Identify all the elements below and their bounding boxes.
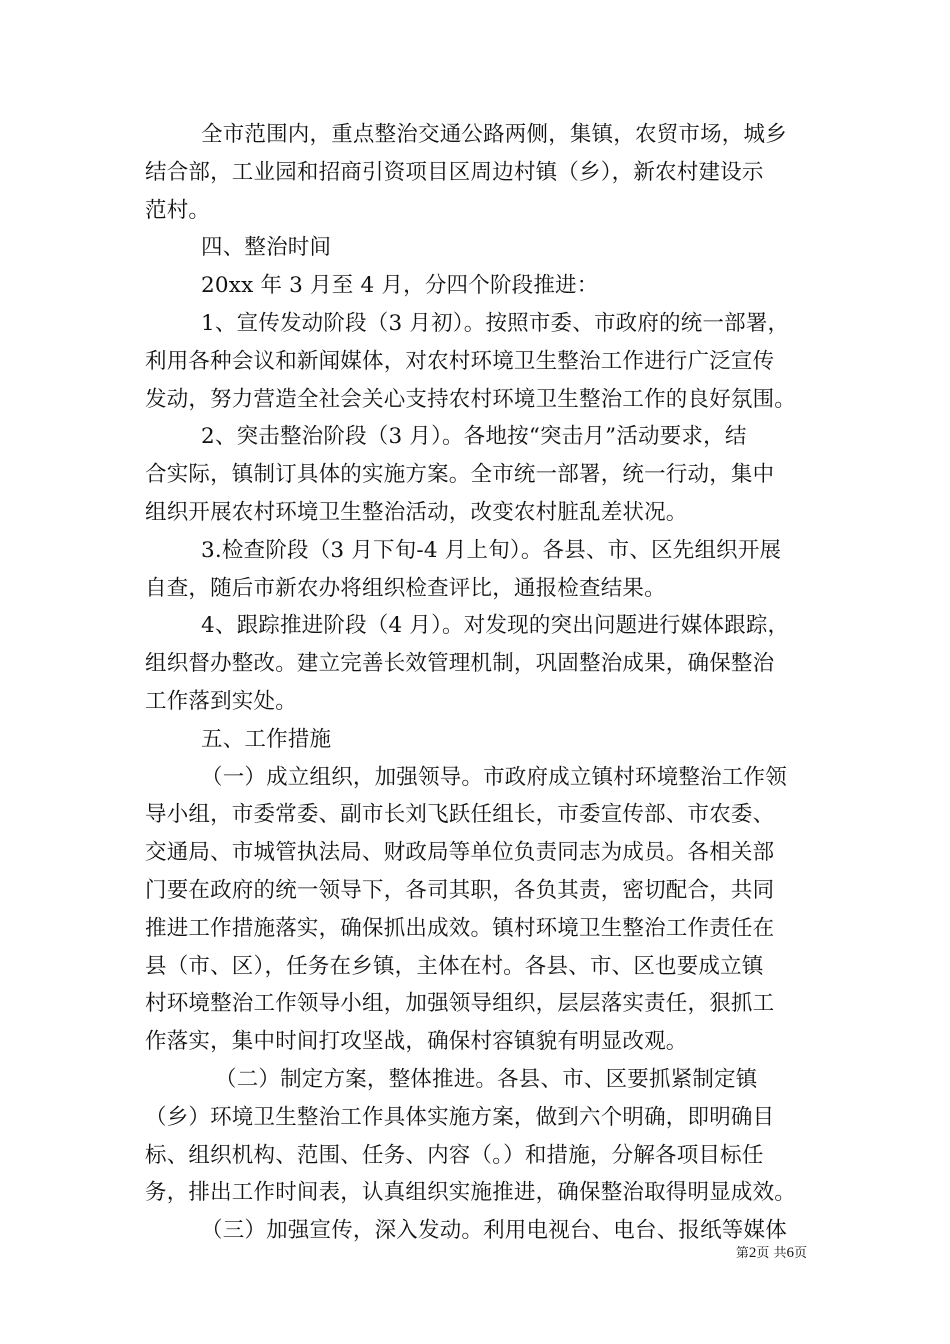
body-text-line: 20xx 年 3 月至 4 月，分四个阶段推进：	[201, 273, 599, 299]
body-text-line: 务，排出工作时间表，认真组织实施推进，确保整治取得明显成效。	[145, 1180, 797, 1206]
body-text-line: 利用各种会议和新闻媒体，对农村环境卫生整治工作进行广泛宣传	[145, 348, 775, 374]
body-text-line: 组织开展农村环境卫生整治活动，改变农村脏乱差状况。	[145, 499, 688, 525]
body-text-line: 作落实，集中时间打攻坚战，确保村容镇貌有明显改观。	[145, 1029, 688, 1055]
body-text-line: 全市范围内，重点整治交通公路两侧，集镇，农贸市场，城乡	[201, 122, 787, 147]
document-body	[145, 116, 815, 1250]
body-text-line: 工作落到实处。	[145, 688, 297, 714]
body-text-line: 推进工作措施落实，确保抓出成效。镇村环境卫生整治工作责任在	[145, 915, 775, 941]
current-page-number: 2	[748, 1245, 757, 1261]
body-text-line: 县（市、区），任务在乡镇，主体在村。各县、市、区也要成立镇	[145, 953, 764, 979]
footer-prefix: 第	[735, 1246, 749, 1261]
body-text-line: 交通局、市城管执法局、财政局等单位负责同志为成员。各相关部	[145, 840, 775, 866]
body-text-line: 3.检查阶段（3 月下旬-4 月上旬）。各县、市、区先组织开展	[201, 537, 782, 563]
body-text-line: 范村。	[145, 197, 211, 223]
body-text-line: 合实际，镇制订具体的实施方案。全市统一部署，统一行动，集中	[145, 462, 775, 488]
footer-middle: 页 共	[756, 1246, 787, 1261]
body-text-line: 发动，努力营造全社会关心支持农村环境卫生整治工作的良好氛围。	[145, 386, 797, 412]
body-text-line: 导小组，市委常委、副市长刘飞跃任组长，市委宣传部、市农委、	[145, 802, 775, 828]
body-text-line: 结合部，工业园和招商引资项目区周边村镇（乡），新农村建设示	[145, 159, 764, 185]
body-text-line: 五、工作措施	[201, 726, 332, 752]
body-text-line: 4、跟踪推进阶段（4 月）。对发现的突出问题进行媒体跟踪，	[201, 613, 790, 639]
body-text-line: （一）成立组织，加强领导。市政府成立镇村环境整治工作领	[201, 764, 787, 790]
body-text-line: 门要在政府的统一领导下，各司其职，各负其责，密切配合，共同	[145, 877, 775, 903]
body-text-line: 村环境整治工作领导小组，加强领导组织，层层落实责任，狠抓工	[145, 991, 775, 1017]
body-text-line: 1、宣传发动阶段（3 月初）。按照市委、市政府的统一部署，	[201, 310, 790, 336]
body-text-line: 标、组织机构、范围、任务、内容（。）和措施，分解各项目标任	[145, 1142, 764, 1168]
body-text-line: 自查，随后市新农办将组织检查评比，通报检查结果。	[145, 575, 666, 601]
body-text-line: （乡）环境卫生整治工作具体实施方案，做到六个明确，即明确目	[145, 1104, 775, 1130]
body-text-line: （三）加强宣传，深入发动。利用电视台、电台、报纸等媒体	[201, 1218, 787, 1244]
body-text-line: 四、整治时间	[201, 235, 332, 261]
footer-suffix: 页	[793, 1246, 807, 1261]
page-footer	[736, 1244, 807, 1263]
body-text-line: 2、突击整治阶段（3 月）。各地按“突击月”活动要求，结	[201, 424, 747, 450]
body-text-line: 组织督办整改。建立完善长效管理机制，巩固整治成果，确保整治	[145, 651, 775, 677]
body-text-line: （二）制定方案，整体推进。各县、市、区要抓紧制定镇	[215, 1066, 758, 1092]
total-pages-number: 6	[786, 1245, 794, 1261]
